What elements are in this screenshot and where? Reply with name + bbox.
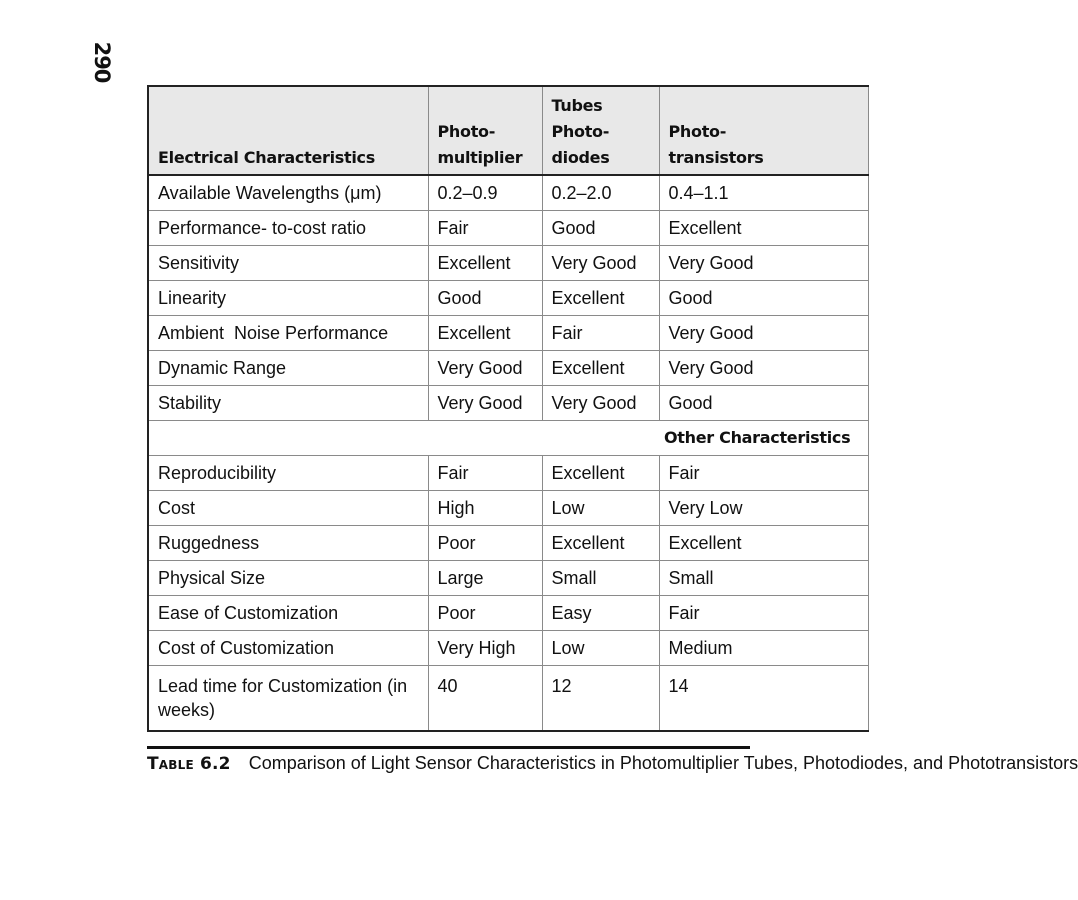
table-cell: Easy (542, 596, 659, 631)
header-line: Photo- (437, 122, 496, 141)
table-cell: Very Low (659, 491, 868, 526)
table-cell: High (428, 491, 542, 526)
table-row (148, 456, 868, 491)
row-label: Physical Size (148, 561, 428, 596)
row-label: Performance- to-cost ratio (148, 211, 428, 246)
table-cell: Very Good (428, 386, 542, 421)
header-photomultiplier (428, 86, 542, 175)
table-cell: Good (659, 386, 868, 421)
table-cell: Excellent (428, 316, 542, 351)
header-line: Photo- (668, 122, 727, 141)
table-cell: Poor (428, 596, 542, 631)
header-line: transistors (668, 148, 764, 167)
table-cell: Excellent (659, 526, 868, 561)
row-label: Available Wavelengths (μm) (148, 175, 428, 211)
table-row (148, 211, 868, 246)
table-row (148, 526, 868, 561)
caption-text: Comparison of Light Sensor Characteristics in Photomultiplier Tubes, Photodiodes, and Phototransistors (248, 753, 1078, 773)
row-label: Stability (148, 386, 428, 421)
header-line: Electrical Characteristics (158, 148, 375, 167)
table-cell: Very Good (659, 316, 868, 351)
table-cell: 0.2–2.0 (542, 175, 659, 211)
table-cell: Very Good (659, 246, 868, 281)
table-cell: Good (542, 211, 659, 246)
table-cell: Good (428, 281, 542, 316)
row-label: Sensitivity (148, 246, 428, 281)
header-photodiodes (542, 86, 659, 175)
page-number: 290 (90, 41, 114, 83)
table-row (148, 175, 868, 211)
row-label: Ruggedness (148, 526, 428, 561)
row-label: Reproducibility (148, 456, 428, 491)
table-cell: Fair (542, 316, 659, 351)
comparison-table-container (147, 85, 851, 732)
table-cell: Excellent (542, 526, 659, 561)
row-label: Ambient Noise Performance (148, 316, 428, 351)
table-cell: Low (542, 631, 659, 666)
table-row (148, 561, 868, 596)
table-cell: Fair (428, 211, 542, 246)
table-cell: Small (659, 561, 868, 596)
header-phototransistors (659, 86, 868, 175)
table-cell: Excellent (542, 456, 659, 491)
table-cell: Very Good (542, 386, 659, 421)
table-cell: Fair (659, 596, 868, 631)
table-row (148, 351, 868, 386)
table-cell: Good (659, 281, 868, 316)
table-cell: 40 (428, 666, 542, 732)
section-title: Other Characteristics (148, 421, 868, 456)
header-line: diodes (551, 148, 610, 167)
row-label: Lead time for Customization (in weeks) (148, 666, 428, 732)
row-label: Cost of Customization (148, 631, 428, 666)
table-cell: Large (428, 561, 542, 596)
comparison-table (147, 85, 869, 732)
table-cell: Small (542, 561, 659, 596)
table-cell: Excellent (542, 351, 659, 386)
table-cell: 14 (659, 666, 868, 732)
table-cell: Very Good (659, 351, 868, 386)
header-line: Photo- (551, 122, 610, 141)
table-row (148, 246, 868, 281)
header-line: Tubes (551, 96, 603, 115)
table-row (148, 281, 868, 316)
table-row (148, 666, 868, 732)
table-cell: 0.4–1.1 (659, 175, 868, 211)
table-cell: Poor (428, 526, 542, 561)
table-caption (147, 746, 1078, 779)
table-cell: Very Good (428, 351, 542, 386)
table-header-row (148, 86, 868, 175)
table-cell: Very High (428, 631, 542, 666)
header-electrical-characteristics (148, 86, 428, 175)
table-cell: 0.2–0.9 (428, 175, 542, 211)
table-row (148, 596, 868, 631)
table-cell: Excellent (542, 281, 659, 316)
section-header-row (148, 421, 868, 456)
table-row (148, 386, 868, 421)
table-cell: Excellent (428, 246, 542, 281)
table-cell: 12 (542, 666, 659, 732)
table-row (148, 491, 868, 526)
row-label: Dynamic Range (148, 351, 428, 386)
table-cell: Very Good (542, 246, 659, 281)
table-row (148, 316, 868, 351)
table-cell: Excellent (659, 211, 868, 246)
table-cell: Medium (659, 631, 868, 666)
table-cell: Fair (659, 456, 868, 491)
table-cell: Low (542, 491, 659, 526)
row-label: Linearity (148, 281, 428, 316)
caption-label: Table 6.2 (147, 754, 231, 774)
row-label: Cost (148, 491, 428, 526)
header-line: multiplier (437, 148, 523, 167)
row-label: Ease of Customization (148, 596, 428, 631)
table-cell: Fair (428, 456, 542, 491)
table-row (148, 631, 868, 666)
